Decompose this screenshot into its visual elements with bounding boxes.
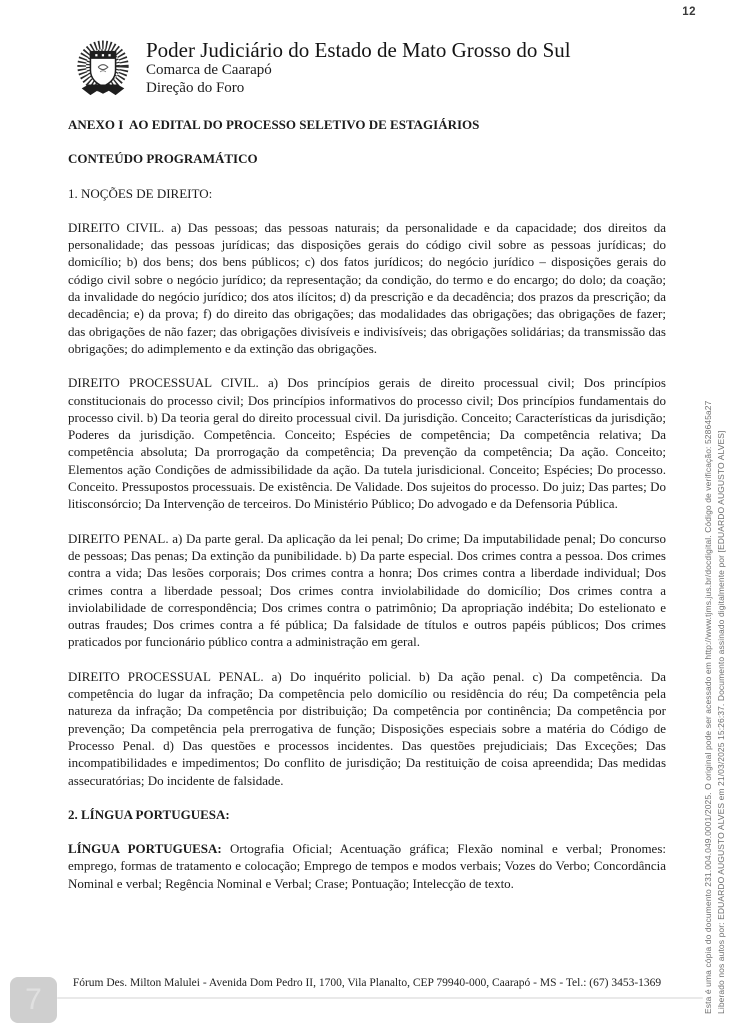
lingua-portuguesa-lead: LÍNGUA PORTUGUESA:	[68, 841, 222, 857]
paragraph-direito-civil: DIREITO CIVIL. a) Das pessoas; das pessoas naturais; da personalidade e da capacidade; dos direitos da personalidade; das pessoas jurídicas; das disposições gerais do código civil sobre as pessoas jurídicas; do domicílio; b) dos bens; dos bens públicos; c) dos fatos jurídicos; do negócio jurídico – disposições gerais do código civil sobre o negócio jurídico; da representação; da condição, do termo e do encargo; do dolo; da coação; da invalidade do negócio jurídico; dos atos ilícitos; d) da prescrição e da decadência; dos prazos da prescrição; da decadência; e) da prova; f) do direito das obrigações; das modalidades das obrigações; das obrigações de fazer; das obrigações de não fazer; das obrigações divisíveis e indivisíveis; das obrigações solidárias; da transmissão das obrigações; do adimplemento e da extinção das obrigações.	[68, 219, 666, 356]
paragraph-direito-penal: DIREITO PENAL. a) Da parte geral. Da aplicação da lei penal; Do crime; Da imputabilidade penal; Do concurso de pessoas; Das penas; Da extinção da punibilidade. b) Da parte especial. Dos crimes contra a pessoa. Dos crimes contra a vida; Das lesões corporais; Dos crimes contra a honra; Dos crimes contra a liberdade individual; Dos crimes contra a liberdade pessoal; Dos crimes contra inviolabilidade do domicílio; Dos crimes contra a inviolabilidade de correspondência; Dos crimes contra o patrimônio; Da apropriação indébita; Do estelionato e outras fraudes; Dos crimes contra a fé pública; Da falsidade de títulos e outros papéis públicos; Dos crimes praticados por funcionário público contra a administração em geral.	[68, 530, 666, 650]
section-1-heading: 1. NOÇÕES DE DIREITO:	[68, 185, 213, 201]
scan-shadow-line	[57, 997, 703, 999]
paragraph-direito-processual-civil: DIREITO PROCESSUAL CIVIL. a) Dos princípios gerais de direito processual civil; Dos princípios constitucionais do processo civil; Dos princípios informativos do processo civil; Dos princípios fundamentais do processo civil. b) Da teoria geral do direito processual civil. Da jurisdição. Conceito; Características da jurisdição; Poderes da jurisdição. Competência. Conceito; Espécies de competência; Da competência relativa; Da competência absoluta; Da prorrogação da competência; Da prevenção da competência; Da ação. Conceito; Elementos ação Condições de admissibilidade da ação. Da tutela jurisdicional. Conceito; Espécies; Do processo. Conceito. Pressupostos processuais. De existência. De Validade. Dos sujeitos do processo. Do juiz; Das partes; Do litisconsórcio; Da Intervenção de terceiros. Do Ministério Público; Do advogado e da Defensoria Pública.	[68, 375, 666, 512]
annex-title: ANEXO I AO EDITAL DO PROCESSO SELETIVO DE ESTAGIÁRIOS	[68, 117, 480, 132]
section-2-heading: 2. LÍNGUA PORTUGUESA:	[68, 806, 230, 822]
document-body	[68, 100, 666, 909]
scan-page-number: 12	[682, 6, 696, 18]
stamp-line-release: Liberado nos autos por: EDUARDO AUGUSTO ALVES em 21/03/2025 15:26:37. Documento assinado digitalmente por [EDUARDO AUGUSTO ALVES]	[715, 430, 726, 1014]
footer-address: Fórum Des. Milton Malulei - Avenida Dom Pedro II, 1700, Vila Planalto, CEP 79940-000, Caarapó - MS - Tel.: (67) 3453-1369	[72, 977, 662, 989]
page-thumb-badge	[10, 977, 57, 1023]
paragraph-direito-processual-penal: DIREITO PROCESSUAL PENAL. a) Do inquérito policial. b) Da ação penal. c) Da competência. Da competência do lugar da infração; Da competência pelo domicílio ou residência do réu; Da competência pela natureza da infração; Da competência por distribuição; Da competência por continência; Da competência por prevenção; Da competência pela prerrogativa de função; Disposições especiais sobre a matéria do Código de Processo Penal. d) Das questões e processos incidentes. Das questões prejudiciais; Das Exceções; Das incompatibilidades e impedimentos; Do conflito de jurisdição; Da restituição de coisa apreendida; Das medidas assecuratórias; Do incidente de falsidade.	[68, 668, 666, 788]
paragraph-lingua-portuguesa	[68, 840, 666, 892]
thumb-page-number: 7	[25, 983, 42, 1016]
division-subtitle: Direção do Foro	[146, 79, 245, 96]
comarca-subtitle: Comarca de Caarapó	[146, 62, 272, 78]
coat-of-arms-icon	[72, 40, 134, 100]
document-header	[70, 38, 670, 97]
org-title: Poder Judiciário do Estado de Mato Grosso do Sul	[146, 38, 571, 62]
digital-signature-stamp	[702, 239, 728, 1014]
stamp-line-verification: Esta é uma cópia do documento 231.004.049.0001/2025. O original pode ser acessado em http://www.tjms.jus.br/docdigital. Código de verificação: 528645a27	[703, 400, 713, 1014]
lingua-portuguesa-body: Ortografia Oficial; Acentuação gráfica; Flexão nominal e verbal; Pronomes: emprego, formas de tratamento e colocação; Emprego de tempos e modos verbais; Vozes do Verbo; Concordância Nominal e verbal; Regência Nominal e Verbal; Crase; Pontuação; Intelecção de texto.	[68, 841, 666, 891]
program-content-heading: CONTEÚDO PROGRAMÁTICO	[68, 151, 258, 167]
